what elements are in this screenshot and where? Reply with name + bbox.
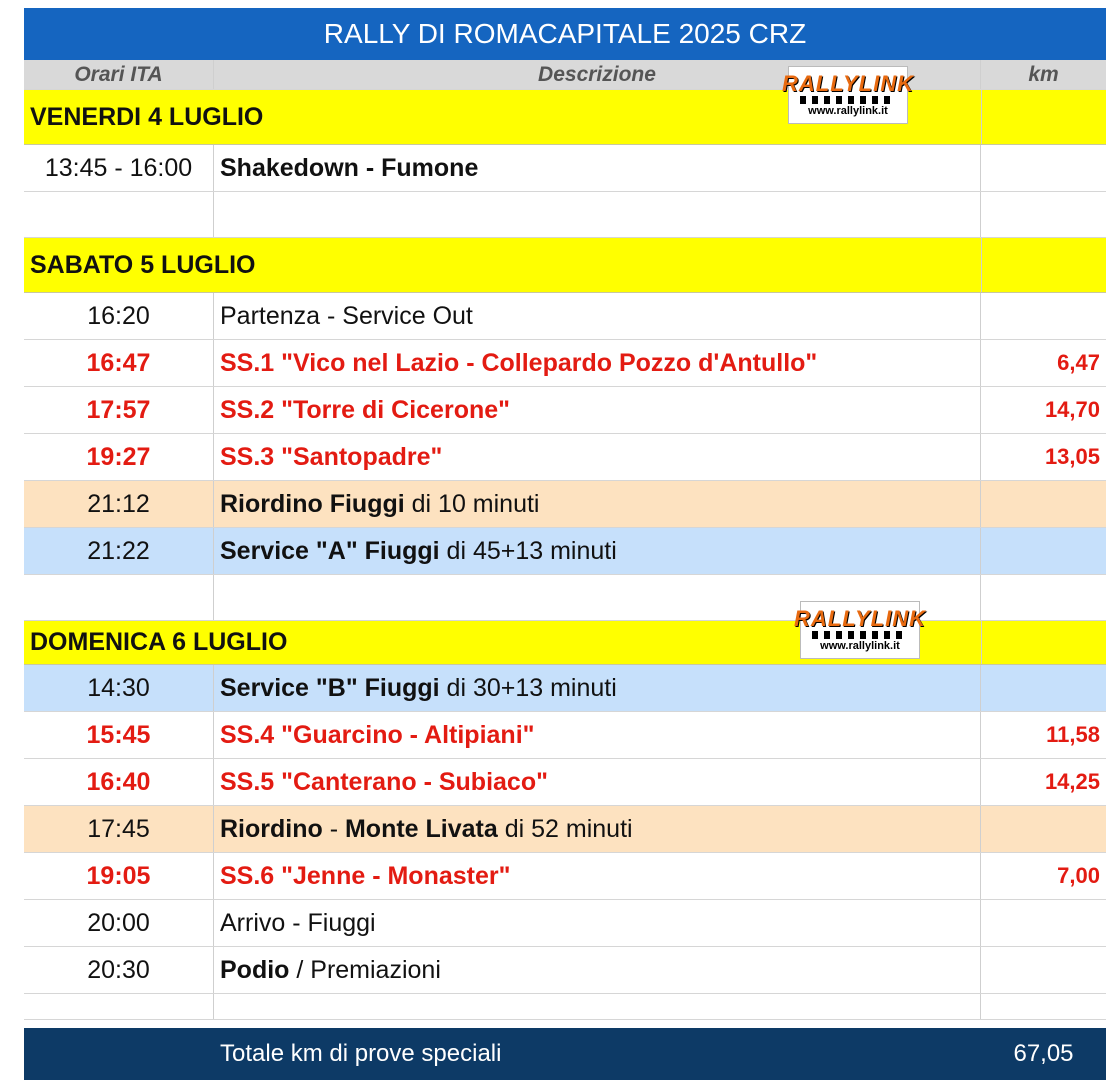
service-row (24, 665, 1106, 712)
description-bold: Service "A" Fiuggi (220, 536, 440, 565)
description-cell: SS.2 "Torre di Cicerone" (214, 387, 981, 433)
description-bold-location: Monte Livata (344, 814, 498, 843)
description-cell: Partenza - Service Out (214, 293, 981, 339)
special-stage-row (24, 853, 1106, 900)
total-row (24, 1028, 1106, 1080)
km-cell: 14,70 (1044, 397, 1100, 422)
time-cell: 16:40 (24, 759, 214, 805)
time-cell: 17:45 (24, 806, 214, 852)
day-label: DOMENICA 6 LUGLIO (30, 628, 288, 656)
day-header-saturday (24, 238, 1106, 293)
description-rest: di 52 minuti (497, 814, 633, 843)
description-cell (214, 528, 981, 574)
description-cell (214, 481, 981, 527)
description-bold: Riordino Fiuggi (220, 489, 405, 518)
day-km-cell (981, 90, 1106, 144)
empty-cell (981, 192, 1106, 237)
special-stage-row (24, 759, 1106, 806)
day-label: SABATO 5 LUGLIO (30, 250, 256, 279)
column-header-time: Orari ITA (24, 60, 214, 89)
km-cell (981, 900, 1106, 946)
table-row (24, 947, 1106, 994)
time-cell: 16:47 (24, 340, 214, 386)
description-cell (214, 947, 981, 993)
time-cell: 20:00 (24, 900, 214, 946)
rallylink-logo (793, 601, 927, 659)
total-label: Totale km di prove speciali (214, 1028, 981, 1080)
logo-brand: RALLYLINK (793, 606, 927, 631)
description-cell (214, 145, 981, 191)
checkered-flag-icon (800, 96, 896, 104)
time-cell: 21:22 (24, 528, 214, 574)
special-stage-row (24, 340, 1106, 387)
special-stage-row (24, 387, 1106, 434)
time-cell: 16:20 (24, 293, 214, 339)
km-cell: 6,47 (1057, 350, 1100, 375)
table-row (24, 145, 1106, 192)
km-cell: 11,58 (1046, 722, 1100, 747)
day-km-cell (981, 621, 1106, 664)
time-cell: 17:57 (24, 387, 214, 433)
table-row (24, 293, 1106, 340)
time-cell: 14:30 (24, 665, 214, 711)
km-cell (981, 481, 1106, 527)
time-cell: 21:12 (24, 481, 214, 527)
description-bold: Riordino (220, 814, 323, 843)
column-header-km: km (1028, 62, 1059, 86)
rallylink-logo (781, 66, 915, 124)
day-km-cell (981, 238, 1106, 292)
time-cell: 20:30 (24, 947, 214, 993)
table-row (24, 900, 1106, 947)
checkered-flag-icon (812, 631, 908, 639)
time-cell: 15:45 (24, 712, 214, 758)
description-rest: di 45+13 minuti (439, 536, 617, 565)
empty-cell (214, 994, 981, 1019)
km-cell (981, 293, 1106, 339)
empty-cell (981, 994, 1106, 1019)
description-cell (214, 806, 981, 852)
empty-cell (24, 192, 214, 237)
km-cell (981, 528, 1106, 574)
total-km: 67,05 (1013, 1040, 1074, 1067)
description-cell: SS.3 "Santopadre" (214, 434, 981, 480)
logo-url: www.rallylink.it (808, 105, 888, 117)
logo-brand: RALLYLINK (781, 71, 915, 96)
day-label: VENERDI 4 LUGLIO (30, 102, 264, 131)
time-cell: 13:45 - 16:00 (24, 145, 214, 191)
description-cell: SS.1 "Vico nel Lazio - Collepardo Pozzo d'Antullo" (214, 340, 981, 386)
time-cell: 19:05 (24, 853, 214, 899)
km-cell (981, 665, 1106, 711)
description-bold: Service "B" Fiuggi (220, 673, 440, 702)
km-cell: 7,00 (1057, 863, 1100, 888)
description-rest: / Premiazioni (289, 955, 441, 984)
empty-cell (24, 1028, 214, 1080)
blank-row (24, 575, 1106, 621)
empty-cell (981, 575, 1106, 620)
time-cell: 19:27 (24, 434, 214, 480)
empty-cell (214, 192, 981, 237)
description-separator: - (322, 814, 345, 843)
description-text: Shakedown - Fumone (220, 153, 479, 182)
column-header-description: Descrizione (214, 60, 981, 89)
km-cell: 13,05 (1044, 444, 1100, 469)
km-cell (981, 145, 1106, 191)
description-cell (214, 665, 981, 711)
blank-row (24, 192, 1106, 238)
special-stage-row (24, 434, 1106, 481)
logo-url: www.rallylink.it (820, 640, 900, 652)
blank-row (24, 994, 1106, 1020)
timetable-sheet (24, 8, 1106, 1080)
special-stage-row (24, 712, 1106, 759)
empty-cell (24, 994, 214, 1019)
km-cell (981, 947, 1106, 993)
timetable-title: RALLY DI ROMACAPITALE 2025 CRZ (24, 8, 1106, 60)
description-cell: SS.5 "Canterano - Subiaco" (214, 759, 981, 805)
description-cell: SS.4 "Guarcino - Altipiani" (214, 712, 981, 758)
regroup-row (24, 481, 1106, 528)
description-rest: di 10 minuti (404, 489, 540, 518)
description-cell: SS.6 "Jenne - Monaster" (214, 853, 981, 899)
description-bold: Podio (220, 955, 290, 984)
service-row (24, 528, 1106, 575)
description-rest: di 30+13 minuti (439, 673, 617, 702)
km-cell (981, 806, 1106, 852)
column-header-row (24, 60, 1106, 90)
km-cell: 14,25 (1044, 769, 1100, 794)
empty-cell (24, 575, 214, 620)
regroup-row (24, 806, 1106, 853)
day-header-sunday (24, 606, 1106, 665)
description-cell: Arrivo - Fiuggi (214, 900, 981, 946)
